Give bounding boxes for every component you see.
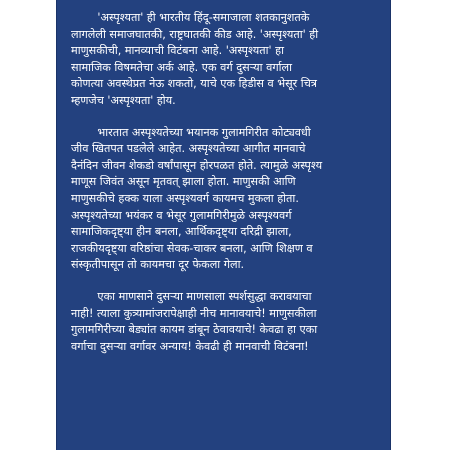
text-line: म्हणजेच 'अस्पृश्यता' होय. — [71, 93, 176, 107]
text-line: भारतात अस्पृश्यतेच्या भयानक गुलामगिरीत कोट्यवधी — [97, 125, 311, 139]
text-line: 'अस्पृश्यता' ही भारतीय हिंदू-समाजाला शतकानुशतके — [97, 11, 310, 24]
cover-text-block — [71, 10, 377, 370]
paragraph-1 — [71, 10, 377, 110]
text-line: माणुसकीचे हक्क याला अस्पृश्यवर्ग कायमच मुकला होता. — [71, 191, 299, 205]
text-line: कोणत्या अवस्थेप्रत नेऊ शकतो, याचे एक हिडीस व भेसूर चित्र — [71, 77, 317, 91]
text-line: जीव खितपत पडलेले आहेत. अस्पृश्यतेच्या आगीत मानवाचे — [71, 142, 306, 156]
paragraph-3 — [71, 289, 377, 355]
text-line: राजकीयदृष्ट्या वरिष्ठांचा सेवक-चाकर बनला, आणि शिक्षण व — [71, 241, 313, 255]
text-line: माणूस जिवंत असून मृतवत् झाला होता. माणुसकी आणि — [71, 175, 296, 189]
text-line: एका माणसाने दुसऱ्या माणसाला स्पर्शसुद्धा करावयाचा — [97, 289, 312, 303]
text-line: संस्कृतीपासून तो कायमचा दूर फेकला गेला. — [71, 258, 245, 272]
text-line: नाही! त्याला कुत्र्यामांजरापेक्षाही नीच मानावयाचे! माणुसकीला — [71, 306, 317, 320]
text-line: माणुसकीची, मानव्याची विटंबना आहे. 'अस्पृश्यता' हा — [71, 44, 285, 58]
text-line: गुलामगिरीच्या बेड्यांत कायम डांबून ठेवावयाचे! केवढा हा एका — [71, 323, 318, 337]
text-line: दैनंदिन जीवन शेकडो वर्षांपासून होरपळत होते. त्यामुळे अस्पृश्य — [71, 158, 323, 172]
paragraph-2 — [71, 125, 377, 274]
text-line: सामाजिकदृष्ट्या हीन बनला, आर्थिकदृष्ट्या दरिद्री झाला, — [71, 225, 292, 239]
text-line: सामाजिक विषमतेचा अर्क आहे. एक वर्ग दुसऱ्या वर्गाला — [71, 60, 292, 74]
text-line: वर्गाचा दुसऱ्या वर्गावर अन्याय! केवढी ही मानवाची विटंबना! — [71, 339, 309, 353]
text-line: अस्पृश्यतेच्या भयंकर व भेसूर गुलामगिरीमुळे अस्पृश्यवर्ग — [71, 208, 292, 222]
text-line: लागलेली समाजघातकी, राष्ट्रघातकी कीड आहे. 'अस्पृश्यता' ही — [71, 27, 319, 41]
